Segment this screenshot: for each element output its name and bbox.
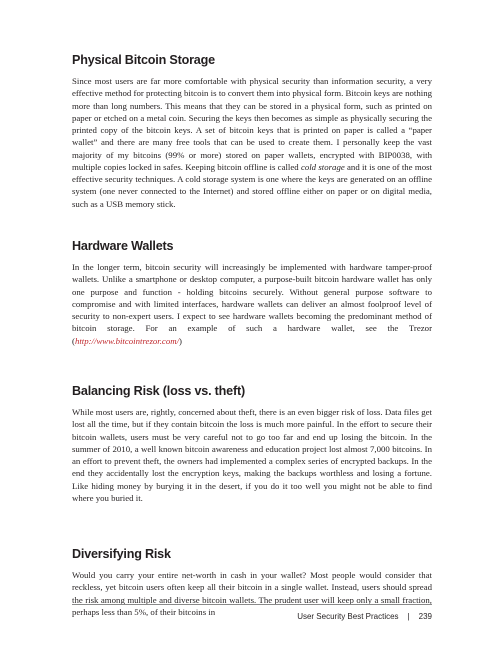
section-heading: Hardware Wallets	[72, 239, 174, 253]
section-paragraph	[72, 261, 432, 347]
paragraph-text-end: )	[179, 335, 182, 346]
section-balancing-risk	[72, 383, 432, 514]
page-footer	[297, 612, 432, 621]
footer-separator: |	[407, 612, 410, 621]
section-paragraph: While most users are, rightly, concerned about theft, there is an even bigger risk of loss. Data files get lost all the time, but if they contain bitcoin the loss is much more painful. In the effort to secure their bitcoin wallets, users must be very careful not to go too far and end up losing the bitcoin. In the summer of 2010, a well known bitcoin awareness and education project lost almost 7,000 bitcoins. In an effort to prevent theft, the owners had implemented a complex series of encrypted backups. In the end they accidentally lost the encryption keys, making the backups worthless and losing a fortune. Like hiding money by burying it in the desert, if you do it too well you might not be able to find where you buried it.	[72, 407, 432, 503]
paragraph-text: Since most users are far more comfortable with physical security than information security, a very effective method for protecting bitcoin is to convert them into physical form. Bitcoin keys are nothing more than long numbers. This means that they can be stored in a physical form, such as printed on paper or etched on a metal coin. Securing the keys then becomes as simple as physically securing the printed copy of the bitcoin keys. A set of bitcoin keys that is printed on paper is called a “paper wallet” and there are many free tools that can be used to create them. I personally keep the vast majority of my bitcoins (99% or more) stored on paper wallets, encrypted with BIP0038, with multiple copies locked in safes. Keeping bitcoin offline is called	[72, 76, 432, 172]
page-number: 239	[418, 612, 432, 621]
paragraph-text: In the longer term, bitcoin security will increasingly be implemented with hardware tamper-proof wallets. Unlike a smartphone or desktop computer, a purpose-built bitcoin hardware wallet has only one purpose and function - holding bitcoins securely. Without general purpose software to compromise and with limited interfaces, hardware wallets can deliver an almost foolproof level of security to non-expert users. I expect to see hardware wallets becoming the predominant method of bitcoin storage. For an example of such a hardware wallet, see the Trezor (	[72, 262, 432, 346]
section-physical-bitcoin-storage	[72, 52, 432, 220]
emphasis-text: cold storage	[300, 161, 345, 172]
footer-divider	[72, 604, 432, 605]
section-heading: Diversifying Risk	[72, 547, 171, 561]
trezor-link[interactable]: http://www.bitcointrezor.com/	[74, 335, 180, 346]
paragraph-text-end: and it is one of the most effective security techniques. A cold storage system is one where the keys are generated on an offline system (one never connected to the Internet) and stored offline either on paper or on digital media, such as a USB memory stick.	[72, 161, 432, 209]
section-heading: Physical Bitcoin Storage	[72, 53, 215, 67]
section-paragraph: Would you carry your entire net-worth in cash in your wallet? Most people would consider that reckless, yet bitcoin users often keep all their bitcoin in a single wallet. Instead, users should spread the risk among multiple and diverse bitcoin wallets. The prudent user will keep only a small fraction, perhaps less than 5%, of their bitcoins in	[72, 570, 432, 617]
chapter-title: User Security Best Practices	[297, 612, 399, 621]
section-paragraph	[72, 75, 432, 210]
section-heading: Balancing Risk (loss vs. theft)	[72, 384, 245, 398]
section-hardware-wallets	[72, 238, 432, 357]
